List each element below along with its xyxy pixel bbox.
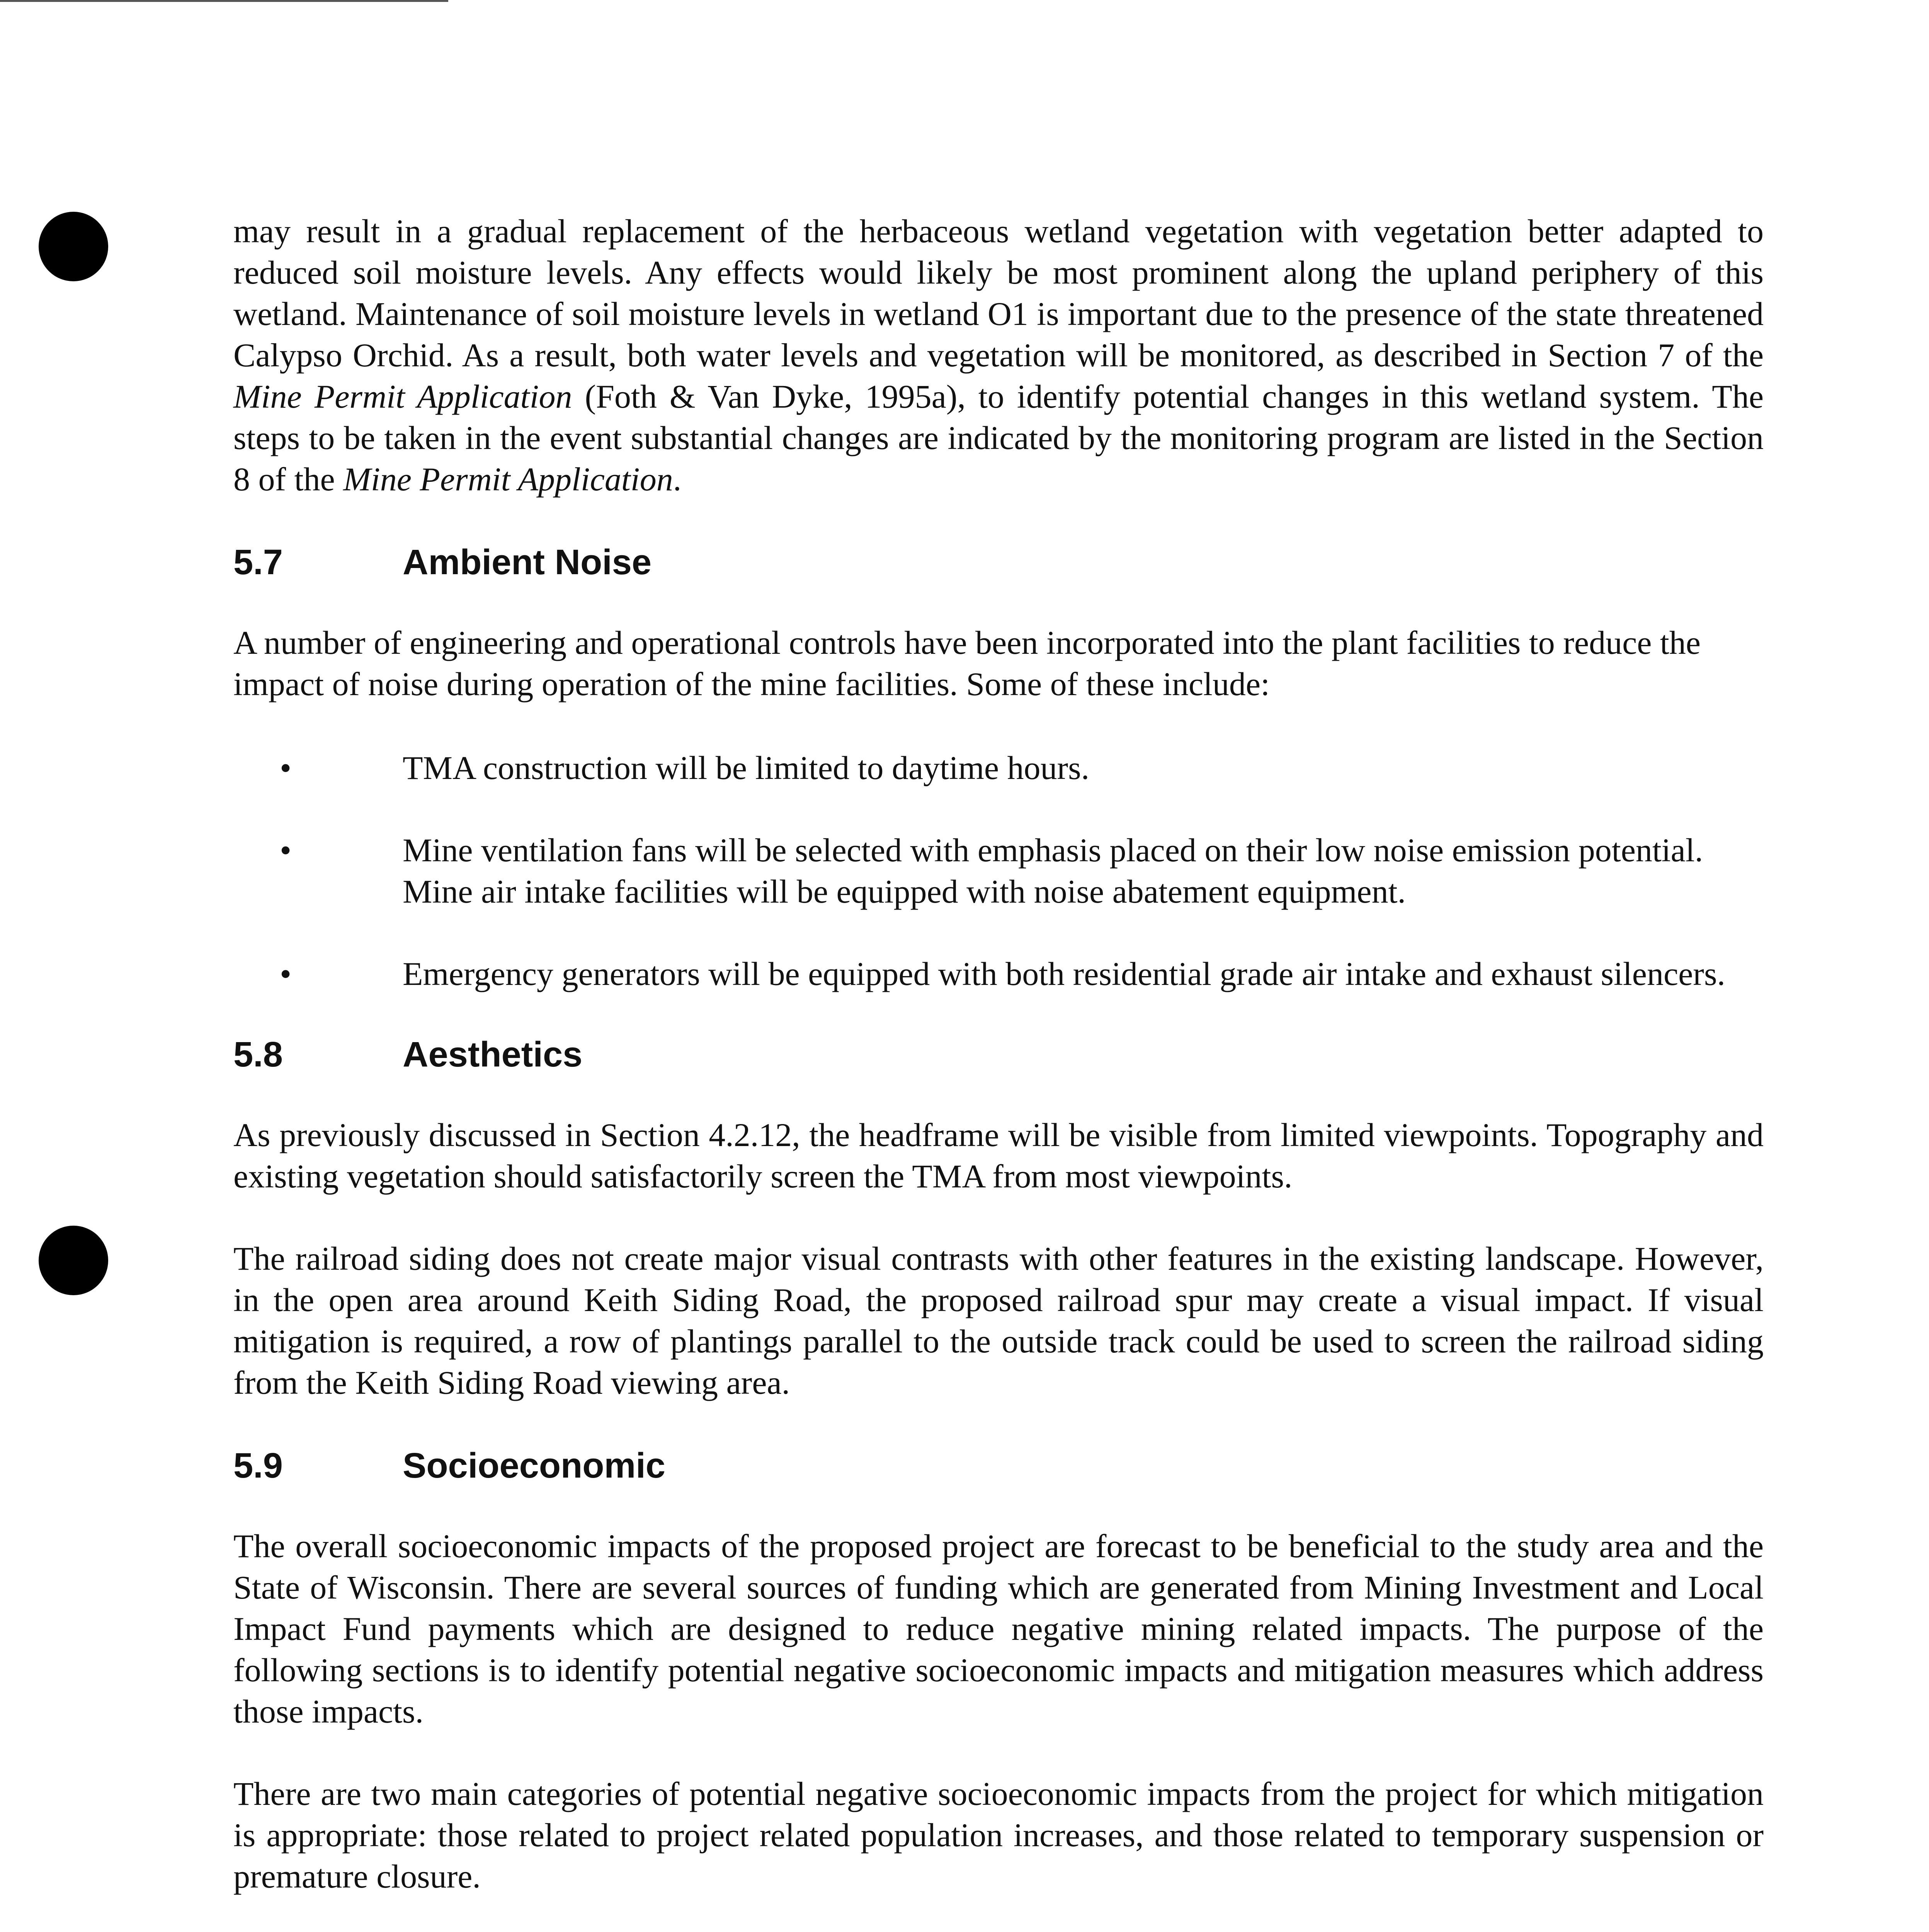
section-title: Ambient Noise [403, 543, 652, 582]
section-number: 5.9 [233, 1446, 283, 1485]
continuation-text-1: may result in a gradual replacement of the herbaceous wetland vegetation with vegetation better adapted to reduced soil moisture levels. Any effects would likely be most prominent along the upland periphery of this wetland. Maintenance of soil moisture levels in wetland O1 is important due to the presence of the state threatened Calypso Orchid. As a result, both water levels and vegetation will be monitored, as described in Section 7 of the [233, 213, 1764, 374]
continuation-paragraph [233, 211, 1764, 500]
socioeconomic-paragraph-2: There are two main categories of potential negative socioeconomic impacts from the project for which mitigation is appropriate: those related to project related population increases, and those related to temporary suspension or premature closure. [233, 1775, 1764, 1895]
continuation-text-3: . [673, 461, 682, 498]
noise-controls-list [233, 747, 1764, 995]
section-5-7-heading [233, 541, 1764, 583]
socioeconomic-paragraph-1: The overall socioeconomic impacts of the proposed project are forecast to be beneficial to the study area and the State of Wisconsin. There are several sources of funding which are generated from Mining Investment and Local Impact Fund payments which are designed to reduce negative mining related impacts. The purpose of the following sections is to identify potential negative socioeconomic impacts and mitigation measures which address those impacts. [233, 1527, 1764, 1730]
punch-hole-top [39, 212, 108, 281]
list-item [233, 747, 1764, 789]
section-title: Aesthetics [403, 1035, 583, 1074]
mine-permit-application-ref-2: Mine Permit Application [343, 461, 673, 498]
bullet-icon: • [280, 832, 292, 869]
bullet-icon: • [280, 955, 292, 992]
list-item [233, 830, 1764, 912]
section-number: 5.8 [233, 1035, 283, 1074]
list-item-text: Mine ventilation fans will be selected with emphasis placed on their low noise emission potential. Mine air intake facilities will be equipped with noise abatement equipment. [403, 832, 1703, 910]
section-5-9-heading [233, 1444, 1764, 1487]
section-number: 5.7 [233, 543, 283, 582]
noise-intro-paragraph: A number of engineering and operational controls have been incorporated into the plant facilities to reduce the impact of noise during operation of the mine facilities. Some of these include: [233, 624, 1701, 702]
aesthetics-paragraph-2: The railroad siding does not create major visual contrasts with other features in the existing landscape. However, in the open area around Keith Siding Road, the proposed railroad spur may create a visual impact. If visual mitigation is required, a row of plantings parallel to the outside track could be used to screen the railroad siding from the Keith Siding Road viewing area. [233, 1240, 1764, 1401]
top-edge-rule [0, 0, 448, 2]
continuation-text-2: (Foth & Van Dyke, 1995a), to identify potential changes in this wetland system. The steps to be taken in the event substantial changes are indicated by the monitoring program are listed in the Section 8 of the [233, 378, 1764, 498]
punch-hole-middle [39, 1226, 108, 1295]
mine-permit-application-ref-1: Mine Permit Application [233, 378, 572, 415]
list-item-text: TMA construction will be limited to daytime hours. [403, 749, 1090, 786]
page-body [233, 211, 1764, 1932]
aesthetics-paragraph-1: As previously discussed in Section 4.2.12, the headframe will be visible from limited viewpoints. Topography and existing vegetation should satisfactorily screen the TMA from most viewpoints. [233, 1116, 1764, 1195]
section-title: Socioeconomic [403, 1446, 665, 1485]
list-item-text: Emergency generators will be equipped with both residential grade air intake and exhaust silencers. [403, 955, 1725, 992]
list-item [233, 953, 1764, 995]
bullet-icon: • [280, 749, 292, 786]
section-5-8-heading [233, 1033, 1764, 1076]
